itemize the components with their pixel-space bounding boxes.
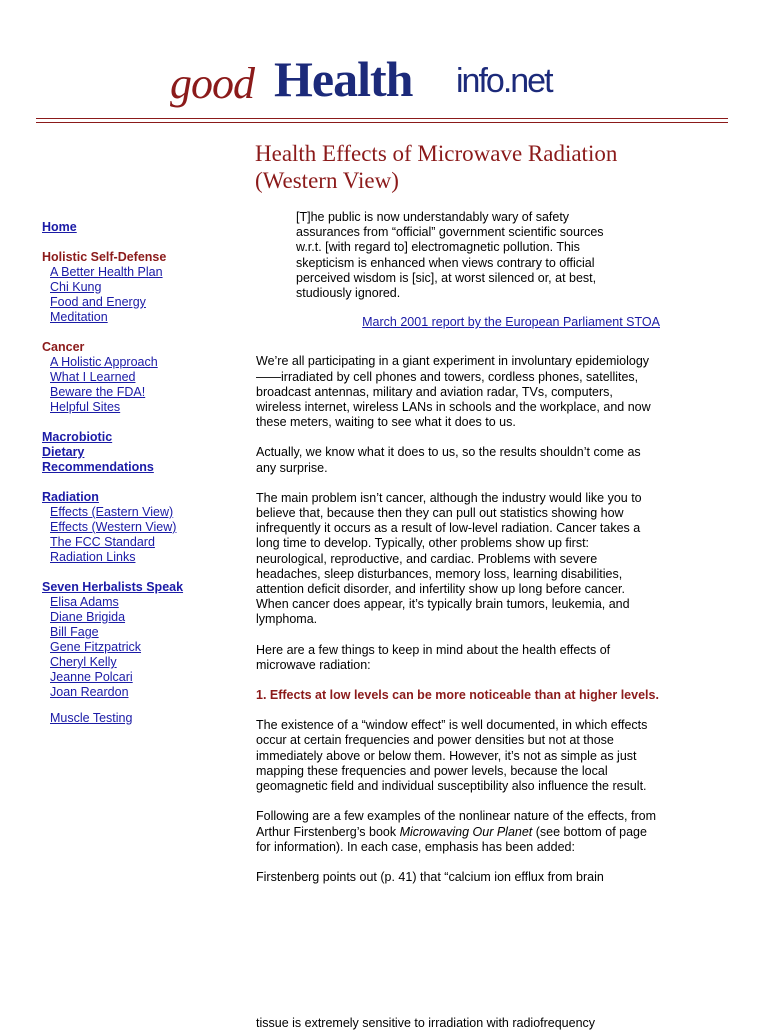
nav-item-elisa-adams[interactable]: Elisa Adams	[50, 595, 119, 609]
nav-herbalists[interactable]: Seven Herbalists Speak	[42, 580, 184, 594]
nav-item-holistic-approach[interactable]: A Holistic Approach	[50, 355, 158, 369]
nav-item-effects-western[interactable]: Effects (Western View)	[50, 520, 177, 534]
nav-item-effects-eastern[interactable]: Effects (Eastern View)	[50, 505, 174, 519]
paragraph-8-fragment: tissue is extremely sensitive to irradiation with radiofrequency	[256, 1016, 596, 1030]
nav-home[interactable]: Home	[42, 220, 77, 234]
paragraph-5: The existence of a “window effect” is well documented, in which effects occur at certain frequencies and power densities but not at those immediately above or below them. However, it’s not as simple as just mapping these frequencies and power levels, because the local geomagnetic field and individual susceptibility also influence the result.	[256, 718, 648, 794]
book-title: Microwaving Our Planet	[399, 824, 533, 839]
paragraph-7: Firstenberg points out (p. 41) that “calcium ion efflux from brain	[256, 869, 604, 884]
paragraph-2: Actually, we know what it does to us, so the results shouldn’t come as any surprise.	[256, 445, 641, 475]
nav-radiation[interactable]: Radiation	[42, 490, 99, 504]
nav-item-gene-fitzpatrick[interactable]: Gene Fitzpatrick	[50, 640, 142, 654]
nav-item-chi-kung[interactable]: Chi Kung	[50, 280, 102, 294]
nav-item-bill-fage[interactable]: Bill Fage	[50, 625, 99, 639]
nav-macrobiotic-line1: Macrobiotic	[42, 430, 113, 444]
page-title: Health Effects of Microwave Radiation (Western View)	[255, 141, 618, 193]
logo-info: info.net	[456, 62, 552, 100]
quote-source-link[interactable]: March 2001 report by the European Parliament STOA	[362, 315, 660, 330]
nav-heading-cancer: Cancer	[42, 340, 85, 354]
paragraph-6	[256, 809, 660, 855]
nav-item-joan-reardon[interactable]: Joan Reardon	[50, 685, 129, 699]
logo-health: Health	[274, 51, 413, 107]
nav-item-radiation-links[interactable]: Radiation Links	[50, 550, 136, 564]
block-quote: [T]he public is now understandably wary of safety assurances from “official” government scientific sources w.r.t. [with regard to] electromagnetic pollution. This skepticism is enhanced when views contrary to official perceived wisdom is [sic], at worst silenced or, at best, studiously ignored.	[296, 210, 604, 301]
nav-item-muscle-testing[interactable]: Muscle Testing	[50, 711, 133, 725]
paragraph-6-start: Following are a few examples of the nonlinear nature of the effects, from Arthur Firstenberg’s book	[256, 809, 656, 839]
paragraph-3: The main problem isn’t cancer, although the industry would like you to believe that, because then they can pull out statistics showing how infrequently it occurs as a result of low-level radiation. Cancer takes a long time to develop. Typically, other problems show up first: neurological, reproductive, and cardiac. Problems with severe headaches, sleep disturbances, memory loss, learning disabilities, attention deficit disorder, and infertility show up long before cancer. When cancer does appear, it’s typically brain tumors, leukemia, and lymphoma.	[256, 490, 642, 627]
nav-item-beware-fda[interactable]: Beware the FDA!	[50, 385, 146, 399]
paragraph-6-end: (see bottom of page for information). In each case, emphasis has been added:	[256, 824, 647, 854]
sidebar-nav	[42, 220, 222, 726]
nav-heading-holistic: Holistic Self-Defense	[42, 250, 167, 264]
paragraph-4: Here are a few things to keep in mind about the health effects of microwave radiation:	[256, 642, 611, 672]
article-body	[256, 210, 660, 885]
site-logo[interactable]	[168, 50, 600, 112]
nav-macrobiotic-line2: Dietary	[42, 445, 85, 459]
nav-item-jeanne-polcari[interactable]: Jeanne Polcari	[50, 670, 133, 684]
nav-item-fcc-standard[interactable]: The FCC Standard	[50, 535, 155, 549]
section-heading-1: 1. Effects at low levels can be more noticeable than at higher levels.	[256, 688, 659, 703]
nav-item-food-energy[interactable]: Food and Energy	[50, 295, 146, 309]
nav-item-cheryl-kelly[interactable]: Cheryl Kelly	[50, 655, 117, 669]
nav-item-meditation[interactable]: Meditation	[50, 310, 108, 324]
quote-source	[256, 315, 660, 330]
nav-macrobiotic-line3: Recommendations	[42, 460, 154, 474]
nav-macrobiotic[interactable]	[42, 430, 222, 475]
paragraph-1: We’re all participating in a giant experiment in involuntary epidemiology——irradiated by cell phones and towers, cordless phones, satellites, broadcast antennas, military and aviation radar, TVs, computers, wireless internet, wireless LANs in schools and the workplace, and now these meters, waiting to see what it does to us.	[256, 354, 651, 430]
header-divider	[36, 118, 728, 123]
logo-good: good	[170, 59, 254, 108]
nav-item-diane-brigida[interactable]: Diane Brigida	[50, 610, 126, 624]
nav-item-better-health-plan[interactable]: A Better Health Plan	[50, 265, 163, 279]
nav-item-helpful-sites[interactable]: Helpful Sites	[50, 400, 121, 414]
nav-item-what-i-learned[interactable]: What I Learned	[50, 370, 136, 384]
